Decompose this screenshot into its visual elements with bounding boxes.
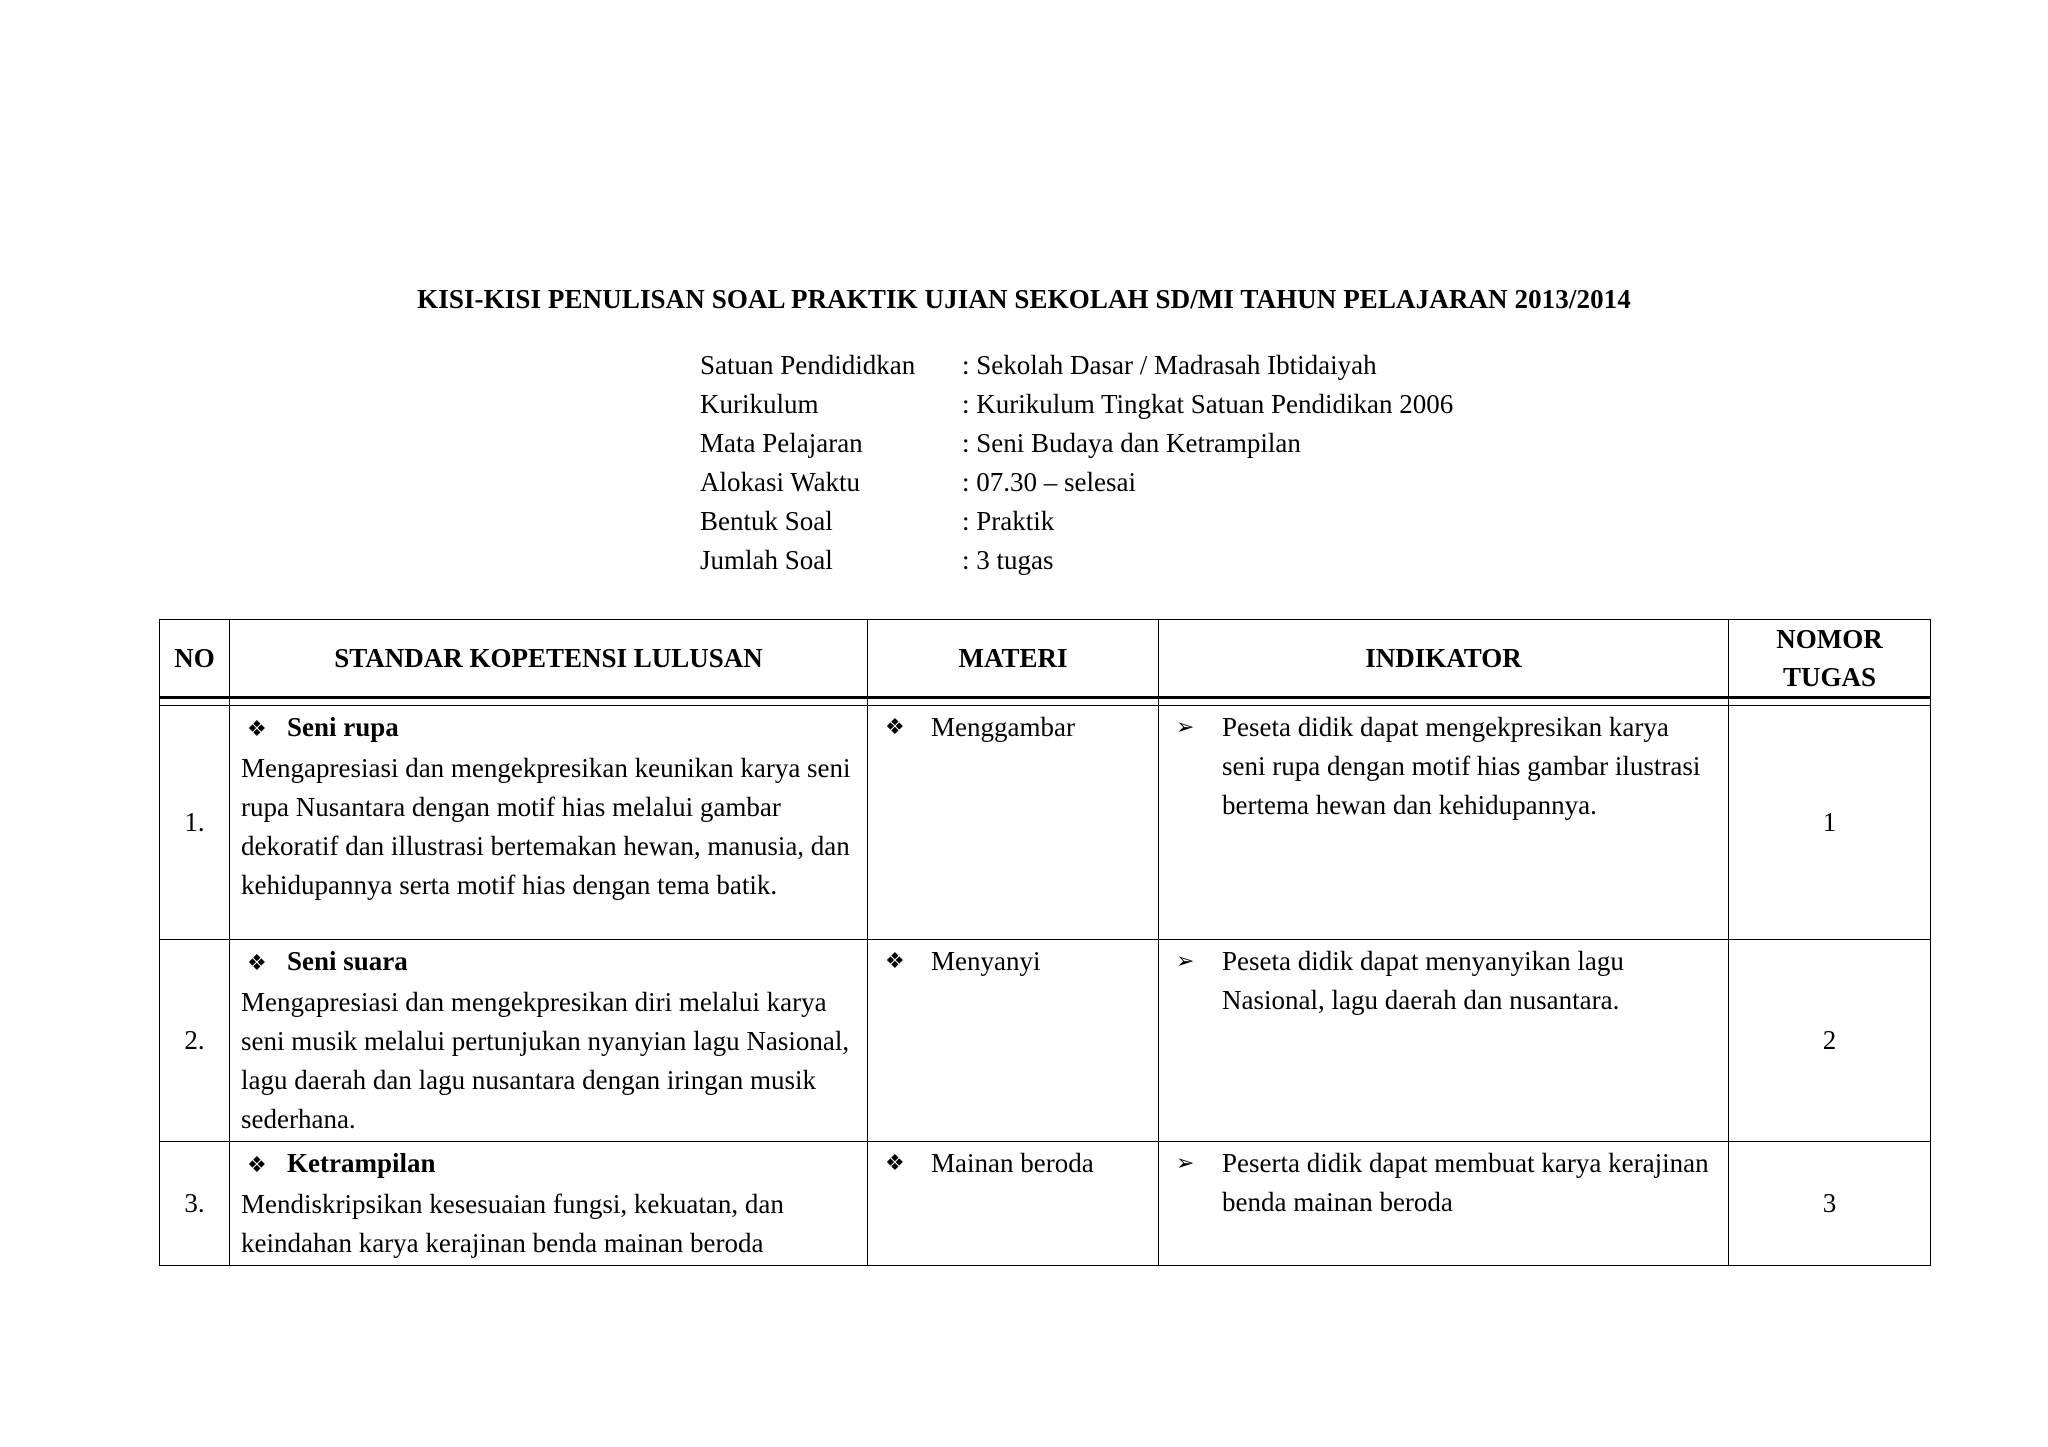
info-label: Mata Pelajaran: [700, 428, 863, 458]
row-number: 2.: [160, 940, 230, 1142]
nomor-tugas: 2: [1729, 940, 1931, 1142]
info-label: Kurikulum: [700, 389, 819, 419]
materi-text: Mainan beroda: [931, 1148, 1094, 1178]
diamond-bullet-icon: ❖: [247, 951, 267, 976]
materi-item: [879, 1144, 1148, 1183]
row-number: 3.: [160, 1142, 230, 1266]
info-row: [700, 502, 1453, 541]
header-no: NO: [160, 620, 230, 698]
indikator-text: Peseta didik dapat menyanyikan lagu Nasional, lagu daerah dan nusantara.: [1222, 946, 1624, 1015]
nomor-tugas: 1: [1729, 706, 1931, 940]
info-value: : Sekolah Dasar / Madrasah Ibtidaiyah: [962, 350, 1377, 380]
document-title: KISI-KISI PENULISAN SOAL PRAKTIK UJIAN SEKOLAH SD/MI TAHUN PELAJARAN 2013/2014: [417, 284, 1631, 314]
diamond-bullet-icon: ❖: [885, 1151, 905, 1176]
indikator-item: [1170, 708, 1718, 825]
table-row: [160, 1142, 1931, 1266]
info-row: [700, 385, 1453, 424]
indikator-cell: [1159, 1142, 1729, 1266]
info-label: Alokasi Waktu: [700, 467, 861, 497]
arrow-bullet-icon: ➢: [1176, 1151, 1195, 1176]
diamond-bullet-icon: ❖: [885, 949, 905, 974]
materi-text: Menggambar: [931, 712, 1075, 742]
arrow-bullet-icon: ➢: [1176, 715, 1195, 740]
info-value: : 07.30 – selesai: [962, 467, 1136, 497]
info-row: [700, 424, 1453, 463]
header-nomor-line1: NOMOR: [1776, 624, 1883, 654]
info-value: : Praktik: [962, 506, 1055, 536]
materi-cell: [868, 706, 1159, 940]
skl-text: Mengapresiasi dan mengekpresikan diri melalui karya seni musik melalui pertunjukan nyanyian lagu Nasional, lagu daerah dan lagu nusantara dengan iringan musik sederhana.: [241, 987, 850, 1134]
header-nomor-tugas: [1729, 620, 1931, 698]
header-skl: STANDAR KOPETENSI LULUSAN: [230, 620, 868, 698]
table-header-row: [160, 620, 1931, 698]
info-value: : Seni Budaya dan Ketrampilan: [962, 428, 1301, 458]
indikator-item: [1170, 1144, 1718, 1222]
info-label: Satuan Pendididkan: [700, 350, 916, 380]
row-number: 1.: [160, 706, 230, 940]
skl-heading: [241, 708, 857, 749]
materi-text: Menyanyi: [931, 946, 1041, 976]
header-materi: MATERI: [868, 620, 1159, 698]
skl-text: Mendiskripsikan kesesuaian fungsi, kekuatan, dan keindahan karya kerajinan benda mainan beroda: [241, 1189, 784, 1258]
header-double-rule: [160, 698, 1931, 706]
indikator-text: Peserta didik dapat membuat karya kerajinan benda mainan beroda: [1222, 1148, 1709, 1217]
arrow-bullet-icon: ➢: [1176, 949, 1195, 974]
skl-text: Mengapresiasi dan mengekpresikan keunikan karya seni rupa Nusantara dengan motif hias melalui gambar dekoratif dan illustrasi bertemakan hewan, manusia, dan kehidupannya serta motif hias dengan tema batik.: [241, 753, 851, 900]
skl-cell: [230, 1142, 868, 1266]
info-label: Bentuk Soal: [700, 506, 833, 536]
info-row: [700, 346, 1453, 385]
materi-item: [879, 942, 1148, 981]
header-nomor-line2: TUGAS: [1782, 662, 1877, 692]
info-label: Jumlah Soal: [700, 545, 833, 575]
skl-cell: [230, 706, 868, 940]
header-indikator: INDIKATOR: [1159, 620, 1729, 698]
nomor-tugas: 3: [1729, 1142, 1931, 1266]
diamond-bullet-icon: ❖: [247, 1153, 267, 1178]
indikator-item: [1170, 942, 1718, 1020]
diamond-bullet-icon: ❖: [247, 717, 267, 742]
info-row: [700, 463, 1453, 502]
skl-cell: [230, 940, 868, 1142]
indikator-cell: [1159, 706, 1729, 940]
kisi-table: [159, 619, 1931, 1266]
info-row: [700, 541, 1453, 580]
info-value: : 3 tugas: [962, 545, 1054, 575]
table-row: [160, 706, 1931, 940]
info-value: : Kurikulum Tingkat Satuan Pendidikan 2006: [962, 389, 1454, 419]
skl-title: Ketrampilan: [287, 1148, 436, 1178]
materi-cell: [868, 940, 1159, 1142]
materi-cell: [868, 1142, 1159, 1266]
table-row: [160, 940, 1931, 1142]
document-info: [700, 346, 1453, 580]
skl-title: Seni suara: [287, 946, 408, 976]
indikator-cell: [1159, 940, 1729, 1142]
diamond-bullet-icon: ❖: [885, 715, 905, 740]
materi-item: [879, 708, 1148, 747]
skl-heading: [241, 942, 857, 983]
skl-heading: [241, 1144, 857, 1185]
skl-title: Seni rupa: [287, 712, 399, 742]
indikator-text: Peseta didik dapat mengekpresikan karya seni rupa dengan motif hias gambar ilustrasi bertema hewan dan kehidupannya.: [1222, 712, 1701, 820]
